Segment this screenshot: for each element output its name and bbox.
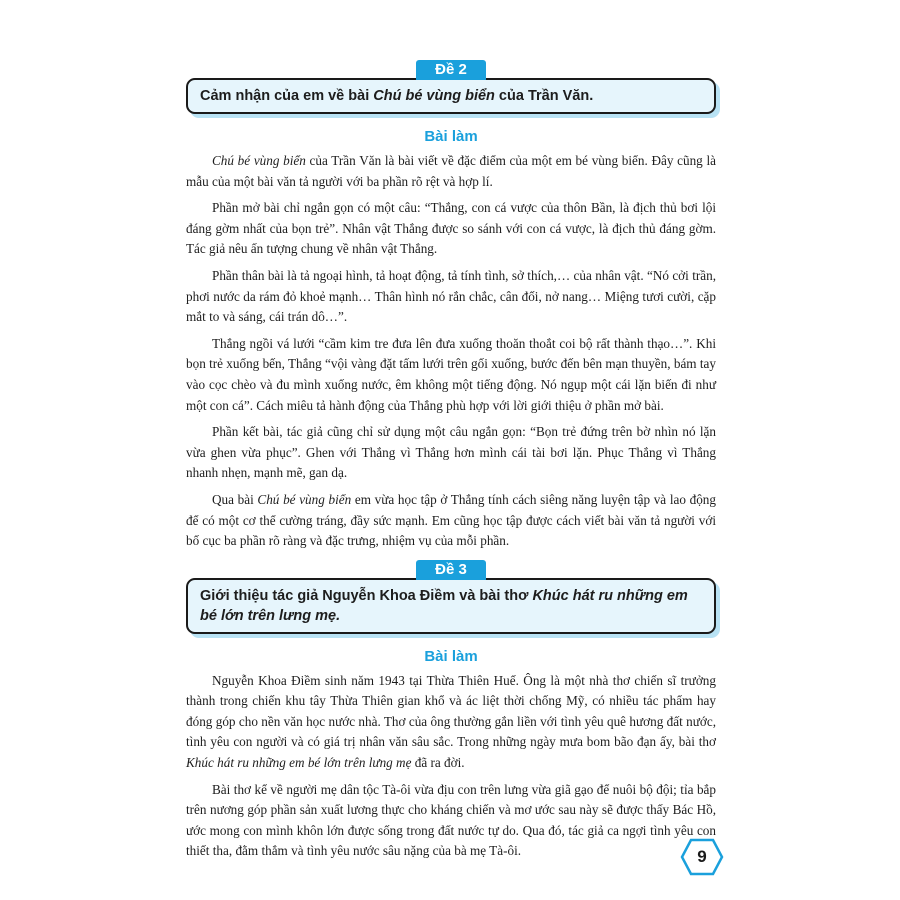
paragraph-5: Phần kết bài, tác giả cũng chỉ sử dụng một câu ngắn gọn: “Bọn trẻ đứng trên bờ nhìn nó lặn vừa ghen vừa phục”. Ghen với Thắng vì Thắng hơn mình cái tài bơi lặn. Phục Thắng vì Thắng nhanh nhẹn, mạnh mẽ, gan dạ. [186,424,716,481]
paragraph-text: đã ra đời. [411,755,465,771]
exercise-tab-de-2: Đề 2 [416,60,486,80]
paragraph-text: của Trần Văn là bài viết về đặc điểm của một em bé vùng biển. Đây cũng là mẫu của một bài văn tả người với ba phần rõ rệt và hợp lí. [186,153,716,189]
exercise-prompt-de-3 [186,578,716,634]
prompt-text: Cảm nhận của em về bài [200,88,374,104]
paragraph-3: Phần thân bài là tả ngoại hình, tả hoạt động, tả tính tình, sở thích,… của nhân vật. “Nó cởi trần, phơi nước da rám đỏ khoẻ mạnh… Thân hình nó rắn chắc, cân đối, nở nang… Miệng tươi cười, cặp mắt to và sáng, cái trán dô…”. [186,267,716,325]
work-title: Chú bé vùng biển [212,153,306,168]
prompt-text: của Trần Văn. [494,88,594,104]
prompt-title: Khúc hát ru những em bé lớn trên lưng mẹ. [200,587,688,624]
paragraph-text: Qua bài [212,491,258,507]
page-content [186,60,716,868]
exercise-prompt-de-2 [186,78,716,114]
page-number: 9 [697,847,707,866]
paragraph-7 [186,671,716,774]
paragraph-text: Nguyễn Khoa Điềm sinh năm 1943 tại Thừa Thiên Huế. Ông là một nhà thơ chiến sĩ trưởng thành trong chiến khu tây Thừa Thiên gian khổ và ác liệt thời chống Mỹ, có nhiều tác phẩm hay đóng góp cho nền văn học nước nhà. Thơ của ông thường gắn liền với tình yêu quê hương đất nước, tình yêu con người và có giá trị nhân văn sâu sắc. Trong những ngày mưa bom bão đạn ấy, bài thơ [186,672,716,750]
paragraph-2: Phần mở bài chỉ ngắn gọn có một câu: “Thắng, con cá vược của thôn Bần, là địch thủ bơi lội đáng gờm nhất của bọn trẻ”. Nhân vật Thắng được so sánh với con cá vược, là địch thủ đáng gờm. Tác giả nêu ấn tượng chung về nhân vật Thắng. [186,200,716,257]
section-de-2 [186,60,716,114]
answer-heading-de-2: Bài làm [424,128,478,145]
work-title: Chú bé vùng biển [257,491,352,507]
paragraph-6 [186,490,716,552]
paragraph-text: em vừa học tập ở Thắng tính cách siêng năng luyện tập và lao động để có một cơ thể cường tráng, đầy sức mạnh. Em cũng học tập được cách viết bài văn tả người với bố cục ba phần rõ ràng và đặc trưng, nhiệm vụ của mỗi phần. [186,491,716,549]
page-number-badge [680,838,724,876]
prompt-title: Chú bé vùng biển [373,88,495,104]
answer-heading-de-3: Bài làm [424,647,478,665]
prompt-text: Giới thiệu tác giả Nguyễn Khoa Điềm và bài thơ [200,587,533,604]
work-title: Khúc hát ru những em bé lớn trên lưng mẹ [186,755,412,771]
paragraph-1 [186,151,716,192]
paragraph-4: Thắng ngồi vá lưới “cầm kim tre đưa lên đưa xuống thoăn thoắt coi bộ rất thành thạo…”. Khi bọn trẻ xuống bến, Thắng “vội vàng đặt tấm lưới trên gối xuống, bước đến bên mạn thuyền, bám tay vào cọc chèo và đu mình xuống nước, êm không một tiếng động. Nó ngụp một cái lặn biến đi như một con cá”. Cách miêu tả hành động của Thắng phù hợp với lời giới thiệu ở phần mở bài. [186,335,716,413]
exercise-tab-de-3: Đề 3 [416,560,486,580]
paragraph-8: Bài thơ kể về người mẹ dân tộc Tà-ôi vừa địu con trên lưng vừa giã gạo để nuôi bộ đội; tỉa bắp trên nương góp phần sản xuất lương thực cho kháng chiến và mơ ước sau này sẽ được thấy Bác Hồ, ước mong con mình khôn lớn được sống trong đất nước tự do. Qua đó, tác giả ca ngợi tình yêu con thiết tha, đằm thắm và tình yêu nước sâu nặng của bà mẹ Tà-ôi. [186,781,716,859]
section-de-3 [186,560,716,634]
